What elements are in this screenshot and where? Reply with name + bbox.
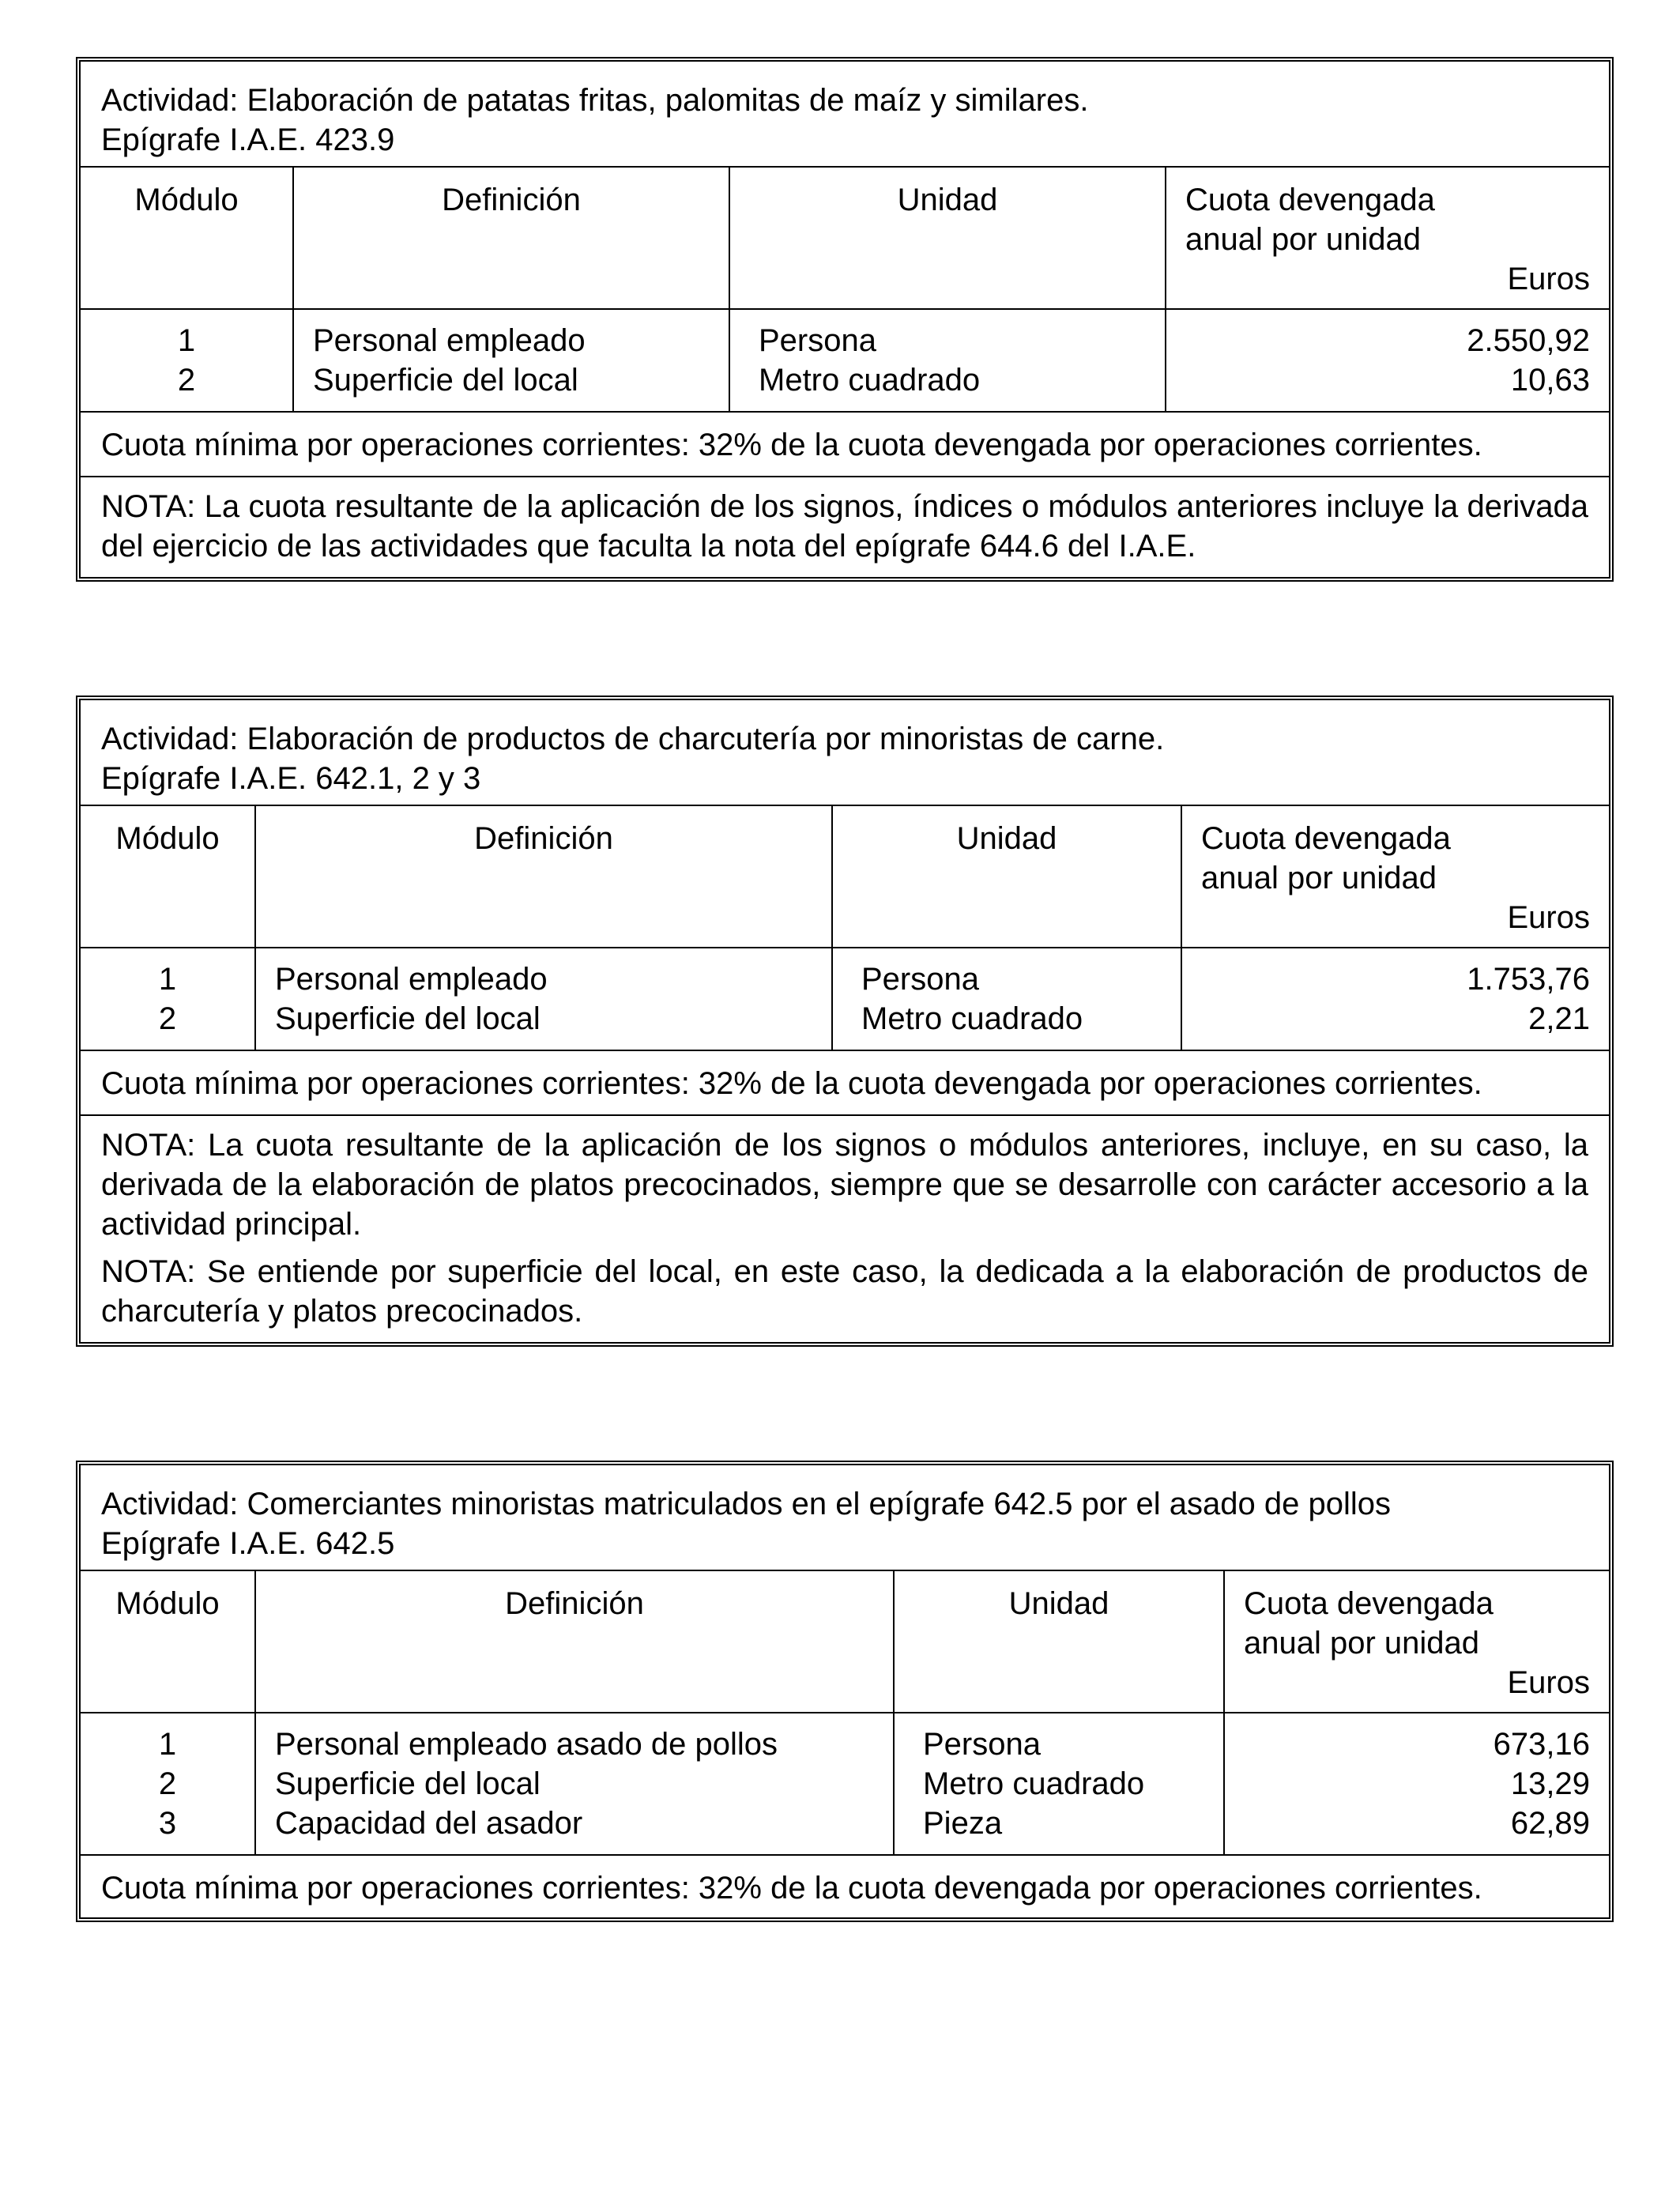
header-definicion: Definición (256, 1571, 895, 1712)
table-body (81, 1713, 1609, 1856)
header-cuota (1225, 1571, 1609, 1712)
nota: NOTA: La cuota resultante de la aplicación de los signos, índices o módulos anteriores incluye la derivada del ejercicio de las actividades que faculta la nota del epígrafe 644.6 del I.A.E. (101, 489, 1588, 564)
header-euros: Euros (1507, 1665, 1590, 1700)
cuota-minima: Cuota mínima por operaciones corrientes: 32% de la cuota devengada por operaciones corrientes. (101, 1871, 1482, 1906)
header-unidad: Unidad (895, 1571, 1225, 1712)
column-unidad (730, 310, 1166, 411)
table-row-unidad: Persona (861, 962, 979, 997)
table-row-cuota: 673,16 (1493, 1727, 1590, 1762)
header-modulo: Módulo (81, 806, 256, 947)
cuota-minima: Cuota mínima por operaciones corrientes: 32% de la cuota devengada por operaciones corrientes. (81, 413, 1609, 477)
header-cuota-line1: Cuota devengada (1185, 183, 1435, 217)
column-unidad (895, 1713, 1225, 1854)
column-cuota (1225, 1713, 1609, 1854)
header-cuota-line1: Cuota devengada (1244, 1586, 1494, 1621)
header-modulo: Módulo (81, 1571, 256, 1712)
header-modulo: Módulo (81, 168, 294, 308)
header-cuota (1182, 806, 1609, 947)
header-euros: Euros (1507, 262, 1590, 296)
header-cuota-line2: anual por unidad (1244, 1626, 1480, 1661)
table-title (81, 1465, 1609, 1571)
table-row-cuota: 2.550,92 (1467, 323, 1590, 358)
table-row-modulo: 1 (158, 1727, 177, 1762)
nota-section (81, 1116, 1609, 1331)
nota: NOTA: La cuota resultante de la aplicación de los signos o módulos anteriores, incluye, en su caso, la derivada de la elaboración de platos precocinados, siempre que se desarrolle con carácter accesorio a la actividad principal. (101, 1128, 1588, 1242)
table-header (81, 1571, 1609, 1713)
header-unidad: Unidad (730, 168, 1166, 308)
header-unidad: Unidad (833, 806, 1182, 947)
table-row-definicion: Personal empleado (313, 323, 586, 358)
column-definicion (256, 948, 833, 1050)
table-body (81, 948, 1609, 1051)
table-charcuteria (76, 696, 1614, 1347)
header-definicion: Definición (294, 168, 730, 308)
table-row-definicion: Personal empleado asado de pollos (275, 1727, 778, 1762)
column-unidad (833, 948, 1182, 1050)
table-row-modulo: 2 (158, 1001, 177, 1036)
table-row-definicion: Superficie del local (275, 1001, 541, 1036)
epigrafe: Epígrafe I.A.E. 642.5 (101, 1526, 395, 1561)
nota-section (81, 477, 1609, 566)
actividad: Actividad: Elaboración de productos de charcutería por minoristas de carne. (101, 722, 1165, 756)
table-row-unidad: Persona (759, 323, 876, 358)
actividad: Actividad: Elaboración de patatas fritas, palomitas de maíz y similares. (101, 83, 1089, 118)
column-modulo (81, 1713, 256, 1854)
column-cuota (1182, 948, 1609, 1050)
cuota-minima: Cuota mínima por operaciones corrientes: 32% de la cuota devengada por operaciones corrientes. (81, 1051, 1609, 1116)
header-cuota (1166, 168, 1609, 308)
table-title (81, 700, 1609, 806)
column-modulo (81, 948, 256, 1050)
table-asado-pollos (76, 1461, 1614, 1922)
table-body (81, 310, 1609, 413)
table-row-cuota: 1.753,76 (1467, 962, 1590, 997)
column-cuota (1166, 310, 1609, 411)
table-header (81, 168, 1609, 310)
actividad: Actividad: Comerciantes minoristas matriculados en el epígrafe 642.5 por el asado de pollos (101, 1487, 1391, 1521)
header-cuota-line2: anual por unidad (1185, 222, 1422, 257)
table-row-unidad: Metro cuadrado (759, 363, 981, 398)
table-row-unidad: Metro cuadrado (861, 1001, 1083, 1036)
table-row-modulo: 1 (158, 962, 177, 997)
table-row-cuota: 10,63 (1510, 363, 1590, 398)
table-row-unidad: Pieza (923, 1806, 1003, 1841)
table-row-modulo: 1 (177, 323, 196, 358)
header-cuota-line1: Cuota devengada (1201, 821, 1451, 856)
column-definicion (256, 1713, 895, 1854)
header-cuota-line2: anual por unidad (1201, 861, 1437, 895)
table-row-cuota: 62,89 (1510, 1806, 1590, 1841)
epigrafe: Epígrafe I.A.E. 423.9 (101, 123, 395, 157)
table-row-definicion: Personal empleado (275, 962, 548, 997)
table-row-definicion: Superficie del local (313, 363, 578, 398)
table-header (81, 806, 1609, 948)
table-row-definicion: Capacidad del asador (275, 1806, 583, 1841)
table-row-unidad: Metro cuadrado (923, 1766, 1145, 1801)
header-euros: Euros (1507, 900, 1590, 935)
column-modulo (81, 310, 294, 411)
table-row-cuota: 2,21 (1528, 1001, 1590, 1036)
table-row-modulo: 2 (158, 1766, 177, 1801)
table-row-unidad: Persona (923, 1727, 1041, 1762)
column-definicion (294, 310, 730, 411)
table-title (81, 62, 1609, 168)
nota: NOTA: Se entiende por superficie del local, en este caso, la dedicada a la elaboración de productos de charcutería y platos precocinados. (101, 1254, 1588, 1329)
table-row-modulo: 2 (177, 363, 196, 398)
epigrafe: Epígrafe I.A.E. 642.1, 2 y 3 (101, 761, 481, 796)
header-definicion: Definición (256, 806, 833, 947)
table-row-modulo: 3 (158, 1806, 177, 1841)
table-row-definicion: Superficie del local (275, 1766, 541, 1801)
table-patatas-fritas (76, 57, 1614, 582)
table-row-cuota: 13,29 (1510, 1766, 1590, 1801)
